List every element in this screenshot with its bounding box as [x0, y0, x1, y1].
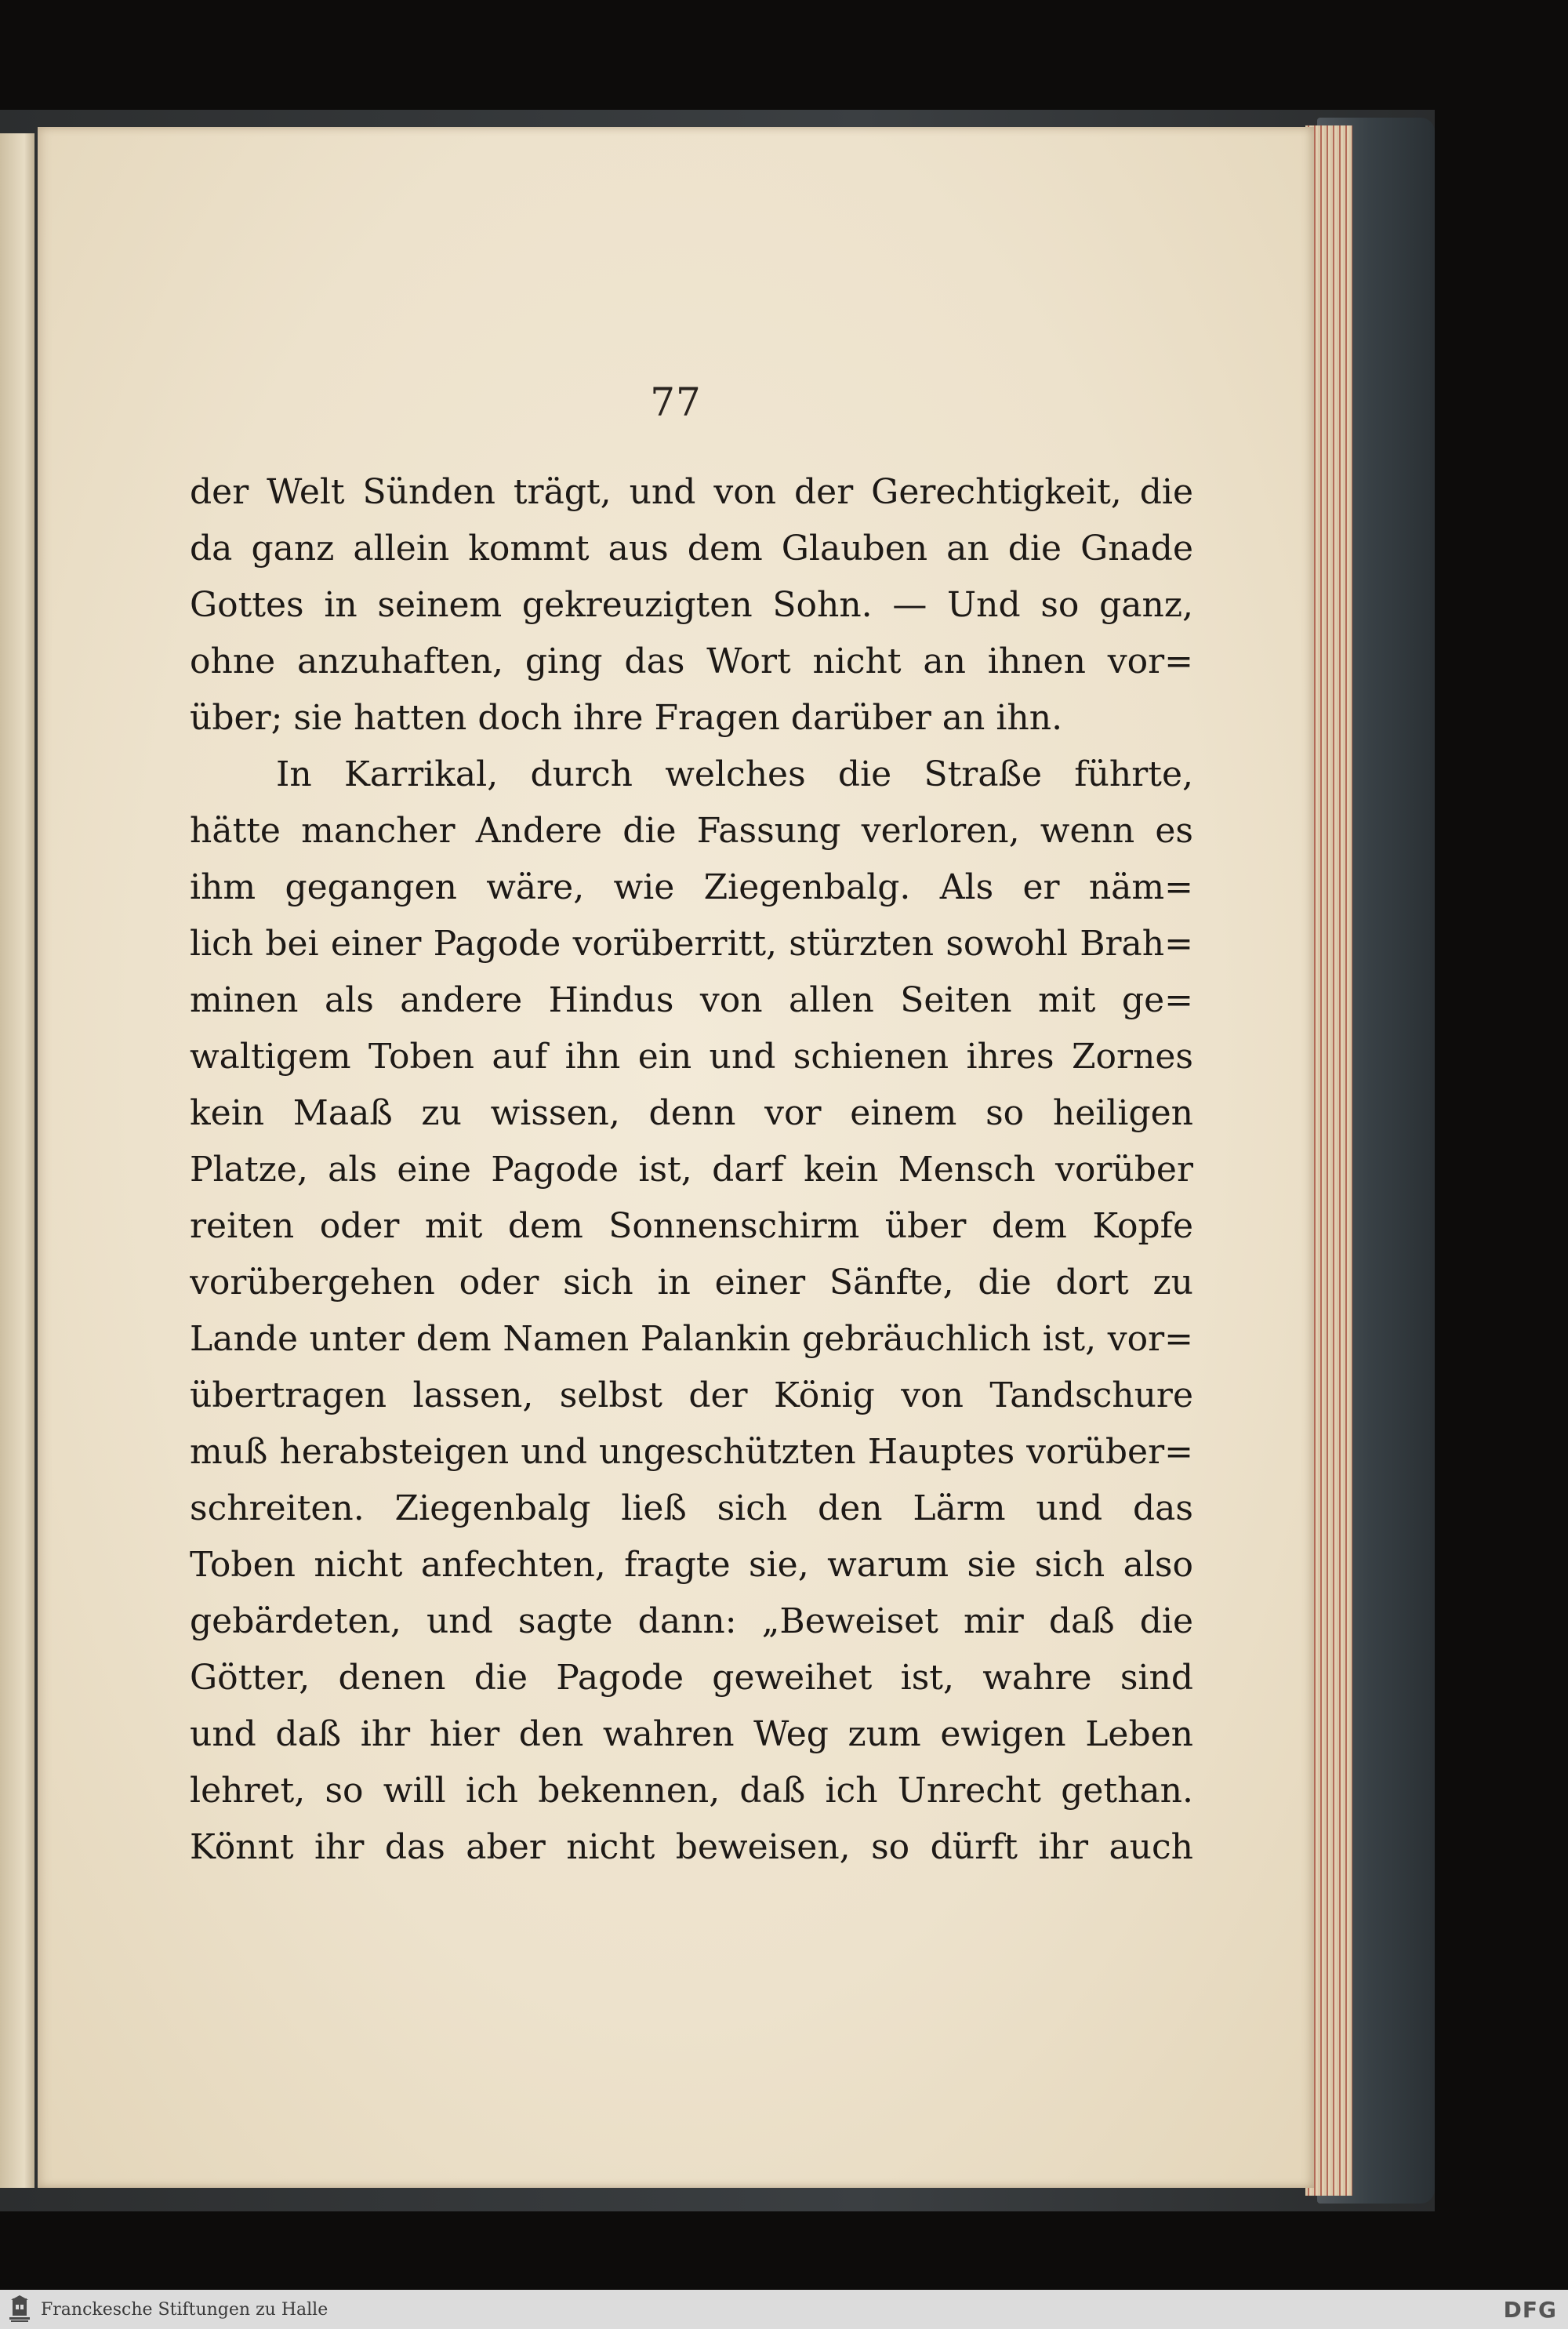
viewer-footer: [0, 2290, 1568, 2329]
text-line: ihm gegangen wäre, wie Ziegenbalg. Als er näm=: [190, 867, 1193, 907]
text-line: Götter, denen die Pagode geweihet ist, wahre sind: [190, 1658, 1193, 1698]
text-line: kein Maaß zu wissen, denn vor einem so heiligen: [190, 1093, 1193, 1133]
text-line: hätte mancher Andere die Fassung verloren, wenn es: [190, 811, 1193, 851]
text-line: In Karrikal, durch welches die Straße führte,: [276, 754, 1193, 794]
franckesche-stiftungen-logo-icon: [8, 2295, 31, 2324]
text-line: schreiten. Ziegenbalg ließ sich den Lärm und das: [190, 1488, 1193, 1528]
text-line: gebärdeten, und sagte dann: „Beweiset mir daß die: [190, 1601, 1193, 1641]
page-number: 77: [650, 380, 702, 425]
text-line: Toben nicht anfechten, fragte sie, warum sie sich also: [190, 1545, 1193, 1585]
text-line: Gottes in seinem gekreuzigten Sohn. — Und so ganz,: [190, 585, 1193, 625]
text-line: lehret, so will ich bekennen, daß ich Unrecht gethan.: [190, 1771, 1193, 1811]
text-line: da ganz allein kommt aus dem Glauben an die Gnade: [190, 529, 1193, 569]
page-text: [190, 464, 1193, 1876]
text-line: minen als andere Hindus von allen Seiten mit ge=: [190, 980, 1193, 1020]
text-line: muß herabsteigen und ungeschützten Hauptes vorüber=: [190, 1432, 1193, 1472]
text-line: Lande unter dem Namen Palankin gebräuchlich ist, vor=: [190, 1319, 1193, 1359]
text-line: vorübergehen oder sich in einer Sänfte, die dort zu: [190, 1263, 1193, 1303]
book-page: [38, 127, 1314, 2188]
text-line: der Welt Sünden trägt, und von der Gerechtigkeit, die: [190, 472, 1193, 512]
previous-page-edge: [0, 133, 34, 2188]
text-line: waltigem Toben auf ihn ein und schienen ihres Zornes: [190, 1037, 1193, 1077]
text-line: und daß ihr hier den wahren Weg zum ewigen Leben: [190, 1714, 1193, 1754]
text-line: Platze, als eine Pagode ist, darf kein Mensch vorüber: [190, 1150, 1193, 1190]
footer-source-label: Franckesche Stiftungen zu Halle: [41, 2299, 328, 2320]
text-line: übertragen lassen, selbst der König von Tandschure: [190, 1375, 1193, 1415]
text-line: Könnt ihr das aber nicht beweisen, so dürft ihr auch: [190, 1827, 1193, 1867]
text-line: lich bei einer Pagode vorüberritt, stürzten sowohl Brah=: [190, 924, 1193, 964]
footer-source-group: [0, 2295, 328, 2324]
text-line: reiten oder mit dem Sonnenschirm über dem Kopfe: [190, 1206, 1193, 1246]
text-line: ohne anzuhaften, ging das Wort nicht an ihnen vor=: [190, 641, 1193, 681]
dfg-badge: DFG: [1503, 2296, 1557, 2323]
text-line: über; sie hatten doch ihre Fragen darüber an ihn.: [190, 698, 1063, 738]
